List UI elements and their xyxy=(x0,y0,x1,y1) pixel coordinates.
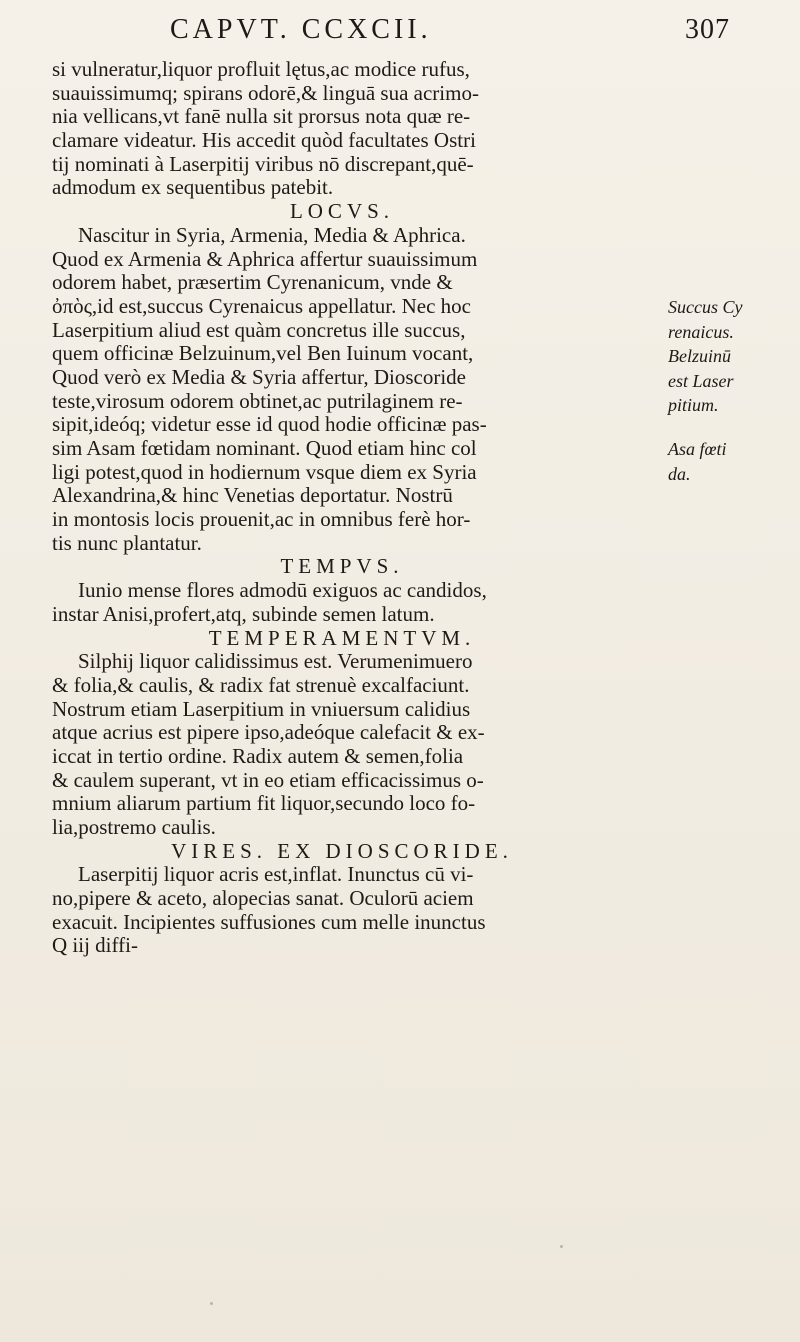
page-header xyxy=(170,14,730,54)
margin-note-line: Succus Cy xyxy=(668,297,743,317)
paper-speck xyxy=(560,1245,563,1248)
text-line: in montosis locis prouenit,ac in omnibus ferè hor- xyxy=(52,507,471,532)
text-line: tis nunc plantatur. xyxy=(52,530,202,555)
text-line: Iunio mense flores admodū exiguos ac candidos, xyxy=(78,578,487,603)
text-line: atque acrius est pipere ipso,adeóque calefacit & ex- xyxy=(52,720,485,745)
text-line: clamare videatur. His accedit quòd facultates Ostri xyxy=(52,128,476,153)
text-line: sim Asam fœtidam nominant. Quod etiam hinc col xyxy=(52,436,477,460)
margin-note xyxy=(668,295,796,418)
main-text-block xyxy=(52,58,632,958)
paper-speck xyxy=(210,1302,213,1305)
margin-note-line: pitium. xyxy=(668,395,719,415)
section-heading: TEMPVS. xyxy=(280,554,404,579)
text-line: & caulem superant, vt in eo etiam efficacissimus o- xyxy=(52,767,484,792)
text-line: Nascitur in Syria, Armenia, Media & Aphrica. xyxy=(78,222,466,247)
margin-note-line: renaicus. xyxy=(668,321,734,342)
text-line: Q iij diffi- xyxy=(52,933,138,958)
text-line: exacuit. Incipientes suffusiones cum melle inunctus xyxy=(52,909,486,934)
text-line: teste,virosum odorem obtinet,ac putrilaginem re- xyxy=(52,388,463,413)
section-heading: LOCVS. xyxy=(289,199,395,224)
text-line: & folia,& caulis, & radix fat strenuè excalfaciunt. xyxy=(52,672,470,697)
section-heading: VIRES. EX DIOSCORIDE. xyxy=(171,838,513,863)
text-line: ligi potest,quod in hodiernum vsque diem ex Syria xyxy=(52,459,477,484)
running-title: CAPVT. CCXCII. xyxy=(170,14,432,45)
text-line: instar Anisi,profert,atq, subinde semen latum. xyxy=(52,601,435,626)
text-line: Quod verò ex Media & Syria affertur, Dioscoride xyxy=(52,364,466,389)
section-heading: TEMPERAMENTVM. xyxy=(208,625,476,650)
text-line: admodum ex sequentibus patebit. xyxy=(52,175,334,200)
text-line: ὀπὸς,id est,succus Cyrenaicus appellatur. Nec hoc xyxy=(52,293,471,318)
margin-note-line: da. xyxy=(668,463,691,484)
margin-note-line: Asa fœti xyxy=(668,439,727,460)
text-line: no,pipere & aceto, alopecias sanat. Oculorū aciem xyxy=(52,886,474,911)
page-number: 307 xyxy=(685,14,730,45)
margin-note-line: est Laser xyxy=(668,370,734,391)
text-line: Laserpitij liquor acris est,inflat. Inunctus cū vi- xyxy=(78,862,474,887)
margin-note xyxy=(668,437,796,486)
text-line: suauissimumq; spirans odorē,& linguā sua acrimo- xyxy=(52,80,479,105)
text-line: lia,postremo caulis. xyxy=(52,815,216,839)
text-line: Silphij liquor calidissimus est. Verumenimuero xyxy=(78,649,473,674)
text-line: Nostrum etiam Laserpitium in vniuersum calidius xyxy=(52,696,471,721)
text-line: Alexandrina,& hinc Venetias deportatur. Nostrū xyxy=(52,483,453,508)
text-line: mnium aliarum partium fit liquor,secundo loco fo- xyxy=(52,791,476,816)
text-line: iccat in tertio ordine. Radix autem & semen,folia xyxy=(52,743,464,768)
text-line: si vulneratur,liquor profluit lętus,ac modice rufus, xyxy=(52,57,470,81)
text-line: nia vellicans,vt fanē nulla sit prorsus nota quæ re- xyxy=(52,104,471,129)
margin-note-line: Belzuinū xyxy=(668,346,731,366)
text-line: Quod ex Armenia & Aphrica affertur suauissimum xyxy=(52,246,478,271)
text-line: Laserpitium aliud est quàm concretus ille succus, xyxy=(52,317,466,342)
text-line: tij nominati à Laserpitij viribus nō discrepant,quē- xyxy=(52,151,474,176)
text-line: quem officinæ Belzuinum,vel Ben Iuinum vocant, xyxy=(52,341,474,366)
text-line: sipit,ideóq; videtur esse id quod hodie officinæ pas- xyxy=(52,412,487,437)
text-line: odorem habet, præsertim Cyrenanicum, vnde & xyxy=(52,270,453,295)
